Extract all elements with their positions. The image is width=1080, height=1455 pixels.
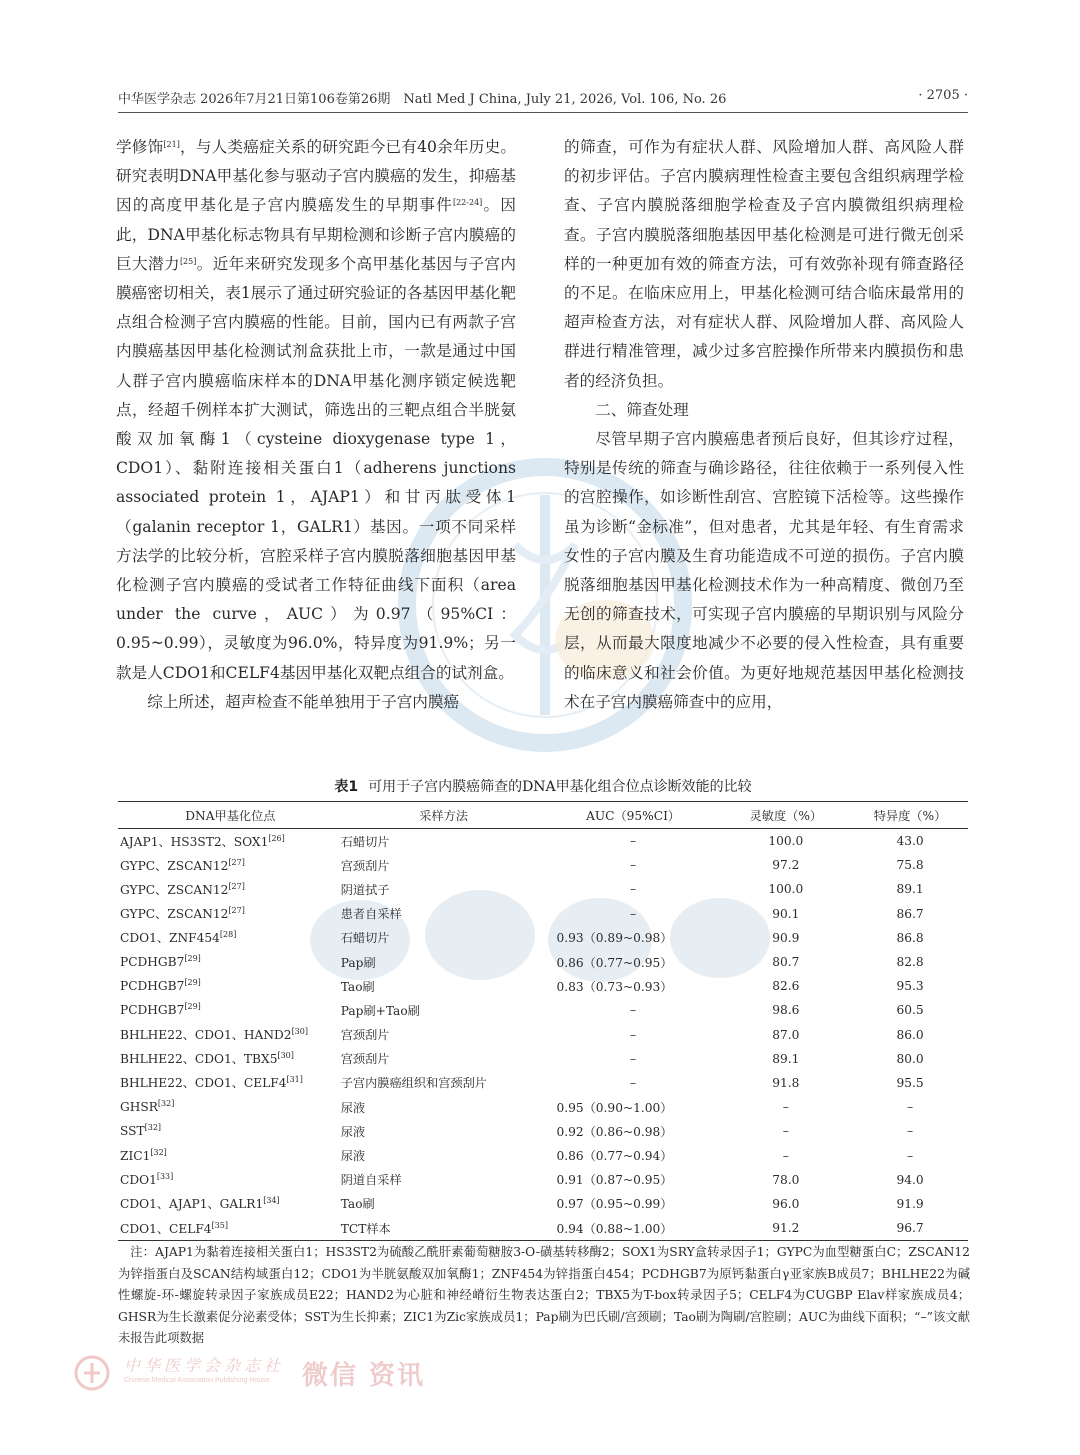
cell-sensitivity: 96.0: [772, 1196, 800, 1211]
table-row: [118, 1216, 968, 1241]
cell-sensitivity: 97.2: [772, 858, 800, 873]
site-text: BHLHE22、CDO1、TBX5: [120, 1052, 278, 1067]
table-row: [118, 1047, 968, 1071]
cell-method: 阴道拭子: [340, 882, 390, 897]
table-row: [118, 998, 968, 1022]
column-header: AUC（95%CI）: [546, 802, 719, 829]
cell-specificity: 91.9: [896, 1196, 924, 1211]
citation-ref[interactable]: [31]: [286, 1075, 303, 1085]
cell-auc: –: [630, 1003, 637, 1018]
cell-site: [118, 1071, 341, 1095]
cell-specificity: 86.0: [896, 1027, 924, 1042]
table-row: [118, 1023, 968, 1047]
publisher-name-cn: 中华医学会杂志社: [124, 1356, 285, 1375]
cell-sensitivity: 80.7: [772, 955, 800, 970]
citation-ref[interactable]: [30]: [277, 1051, 294, 1061]
cell-sensitivity: 90.9: [772, 930, 800, 945]
cell-method: Tao刷: [340, 1197, 375, 1212]
header-rule: [118, 112, 968, 113]
site-text: GYPC、ZSCAN12: [120, 882, 229, 897]
site-text: PCDHGB7: [120, 979, 185, 994]
cell-method: 阴道自采样: [340, 1173, 402, 1188]
note-text: 注：AJAP1为黏着连接相关蛋白1；HS3ST2为硫酸乙酰肝素葡萄糖胺3-O-磺基转移酶2；SOX1为SRY盒转录因子1；GYPC为血型糖蛋白C；ZSCAN12为锌指蛋白及SCAN结构域蛋白12；CDO1为半胱氨酸双加氧酶1；ZNF454为锌指蛋白454；PCDHGB7为原钙黏蛋白γ亚家族B成员7；BHLHE22为碱性螺旋-环-螺旋转录因子家族成员E22；HAND2为心脏和神经嵴衍生物表达蛋白2；TBX5为T-box转录因子5；CELF4为CUGBP Elav样家族成员4；GHSR为生长激素促分泌素受体；SST为生长抑素；ZIC1为Zic家族成员1；Pap刷为巴氏刷/宫颈刷；Tao刷为陶刷/宫腔刷；AUC为曲线下面积；“–”该文献未报告此项数据: [118, 1245, 970, 1345]
table-row: [118, 1192, 968, 1216]
cell-method: 尿液: [340, 1124, 366, 1139]
citation-ref[interactable]: [30]: [291, 1027, 308, 1037]
cell-method: Pap刷+Tao刷: [340, 1003, 420, 1018]
table-caption: [118, 776, 968, 796]
table-row: [118, 1143, 968, 1167]
publisher-logo-icon: [72, 1353, 118, 1393]
comparison-table: [118, 801, 968, 1241]
cell-auc: 0.86（0.77~0.95）: [556, 955, 673, 970]
cell-site: [118, 998, 341, 1022]
cell-site: [118, 1119, 341, 1143]
citation-ref[interactable]: [27]: [228, 881, 245, 891]
cell-sensitivity: –: [782, 1100, 789, 1115]
site-text: AJAP1、HS3ST2、SOX1: [120, 834, 269, 849]
cell-specificity: 89.1: [896, 882, 924, 897]
cell-site: [118, 853, 341, 877]
cell-specificity: –: [906, 1100, 914, 1115]
cell-site: [118, 1168, 341, 1192]
cell-specificity: –: [906, 1124, 914, 1139]
paragraph: 尽管早期子宫内膜癌患者预后良好，但其诊疗过程，特别是传统的筛查与确诊路径，往往依赖于一系列侵入性的宫腔操作，如诊断性刮宫、宫腔镜下活检等。这些操作虽为诊断“金标准”，但对患者，尤其是年轻、有生育需求女性的子宫内膜及生育功能造成不可逆的损伤。子宫内膜脱落细胞基因甲基化检测技术作为一种高精度、微创乃至无创的筛查技术，可实现子宫内膜癌的早期识别与风险分层，从而最大限度地减少不必要的侵入性检查，具有重要的临床意义和社会价值。为更好地规范基因甲基化检测技术在子宫内膜癌筛查中的应用，: [564, 430, 964, 711]
cell-sensitivity: 90.1: [772, 906, 800, 921]
cell-specificity: 94.0: [896, 1172, 924, 1187]
site-text: PCDHGB7: [120, 1003, 185, 1018]
column-header: 特异度（%）: [852, 802, 968, 829]
cell-sensitivity: 87.0: [772, 1027, 800, 1042]
table-header-row: [118, 802, 968, 829]
cell-auc: 0.97（0.95~0.99）: [556, 1197, 673, 1212]
cell-site: [118, 974, 341, 998]
publisher-name-en: Chinese Medical Association Publishing House: [124, 1377, 270, 1384]
cell-method: 宫颈刮片: [340, 858, 390, 873]
citation-ref[interactable]: [29]: [184, 978, 201, 988]
citation-ref[interactable]: [28]: [219, 930, 237, 940]
section-heading: 二、筛查处理: [595, 400, 689, 419]
cell-specificity: 43.0: [896, 834, 924, 849]
cell-site: [118, 877, 341, 901]
cell-auc: –: [630, 1027, 637, 1042]
cell-auc: –: [630, 1051, 637, 1066]
cell-method: 尿液: [340, 1149, 366, 1164]
cell-sensitivity: 82.6: [772, 979, 800, 994]
paragraph: 综上所述，超声检查不能单独用于子宫内膜癌: [147, 692, 460, 711]
cell-auc: –: [630, 1075, 637, 1090]
cell-specificity: 95.5: [896, 1075, 924, 1090]
site-text: CDO1: [120, 1172, 157, 1187]
cell-site: [118, 950, 341, 974]
cell-specificity: 75.8: [896, 858, 924, 873]
table-row: [118, 950, 968, 974]
table-row: [118, 853, 968, 877]
citation-ref[interactable]: [32]: [157, 1099, 175, 1109]
cell-auc: 0.83（0.73~0.93）: [556, 979, 673, 994]
citation-ref[interactable]: [32]: [150, 1147, 167, 1157]
table-row: [118, 1095, 968, 1119]
publisher-watermark: [72, 1353, 492, 1393]
cell-specificity: 96.7: [852, 1216, 968, 1241]
journal-citation: 中华医学杂志 2026年7月21日第106卷第26期 Natl Med J China, July 21, 2026, Vol. 106, No. 26: [118, 92, 727, 107]
cell-method: Tao刷: [340, 979, 375, 994]
cell-sensitivity: 100.0: [768, 834, 804, 849]
cell-site: [118, 1216, 341, 1241]
table-row: [118, 1071, 968, 1095]
citation-ref[interactable]: [33]: [156, 1171, 174, 1181]
cell-auc: 0.92（0.86~0.98）: [556, 1124, 673, 1139]
site-text: GYPC、ZSCAN12: [120, 858, 229, 873]
site-text: CDO1、ZNF454: [120, 931, 220, 946]
table-row: [118, 926, 968, 950]
citation-ref[interactable]: [27]: [228, 857, 245, 867]
cell-method: Pap刷: [340, 955, 376, 970]
cell-sensitivity: –: [782, 1124, 789, 1139]
body-column-right: [564, 133, 964, 717]
site-text: PCDHGB7: [120, 955, 185, 970]
cell-site: [118, 902, 341, 926]
column-header: 采样方法: [341, 802, 547, 829]
cell-site: [118, 1023, 341, 1047]
citation-ref[interactable]: [22-24]: [452, 198, 483, 208]
cell-specificity: 86.8: [896, 930, 924, 945]
citation-ref[interactable]: [26]: [268, 833, 285, 843]
cell-method: TCT样本: [341, 1216, 547, 1241]
cell-site: [118, 1095, 341, 1119]
cell-auc: –: [630, 858, 637, 873]
cell-sensitivity: 98.6: [772, 1003, 800, 1018]
cell-method: 尿液: [340, 1100, 366, 1115]
cell-auc: 0.95（0.90~1.00）: [556, 1100, 673, 1115]
cell-specificity: 95.3: [896, 979, 924, 994]
cell-auc: –: [630, 882, 637, 897]
site-text: BHLHE22、CDO1、CELF4: [120, 1076, 287, 1091]
site-text: SST: [120, 1124, 145, 1139]
column-header: 灵敏度（%）: [720, 802, 852, 829]
cell-method: 患者自采样: [340, 907, 402, 922]
cell-site: [118, 829, 341, 854]
column-header: DNA甲基化位点: [118, 802, 341, 829]
brand-text: 微信 资讯: [302, 1361, 426, 1391]
page-number: · 2705 ·: [918, 88, 968, 103]
citation-ref[interactable]: [27]: [228, 906, 245, 916]
cell-sensitivity: 78.0: [772, 1172, 800, 1187]
citation-ref[interactable]: [25]: [179, 256, 197, 266]
table-row: [118, 1119, 968, 1143]
paragraph: 的筛查，可作为有症状人群、风险增加人群、高风险人群的初步评估。子宫内膜病理性检查主要包含组织病理学检查、子宫内膜脱落细胞学检查及子宫内膜微组织病理检查。子宫内膜脱落细胞基因甲基化检测是可进行微无创采样的一种更加有效的筛查方法，可有效弥补现有筛查路径的不足。在临床应用上，甲基化检测可结合临床最常用的超声检查方法，对有症状人群、风险增加人群、高风险人群进行精准管理，减少过多宫腔操作所带来内膜损伤和患者的经济负担。: [564, 138, 964, 390]
site-text: GYPC、ZSCAN12: [120, 907, 229, 922]
cell-auc: 0.94（0.88~1.00）: [546, 1216, 719, 1241]
citation-ref[interactable]: [21]: [163, 140, 180, 149]
cell-specificity: 80.0: [896, 1051, 924, 1066]
site-text: CDO1、AJAP1、GALR1: [120, 1197, 264, 1212]
cell-site: [118, 1047, 341, 1071]
cell-method: 宫颈刮片: [340, 1028, 390, 1043]
cell-specificity: 60.5: [896, 1003, 924, 1018]
cell-sensitivity: 100.0: [768, 882, 804, 897]
site-text: CDO1、CELF4: [120, 1221, 212, 1236]
cell-sensitivity: –: [782, 1148, 789, 1163]
site-text: ZIC1: [120, 1148, 151, 1163]
body-column-left: [116, 133, 516, 717]
table-label: 表1: [334, 779, 359, 795]
citation-ref[interactable]: [29]: [184, 1002, 201, 1012]
cell-auc: –: [630, 834, 637, 849]
table-row: [118, 1168, 968, 1192]
cell-method: 宫颈刮片: [340, 1052, 390, 1067]
table-row: [118, 829, 968, 854]
cell-site: [118, 1143, 341, 1167]
site-text: BHLHE22、CDO1、HAND2: [120, 1028, 292, 1043]
cell-auc: 0.93（0.89~0.98）: [556, 931, 673, 946]
table-note: [118, 1242, 970, 1350]
table-row: [118, 902, 968, 926]
cell-specificity: –: [906, 1148, 914, 1163]
cell-auc: 0.86（0.77~0.94）: [556, 1149, 673, 1164]
cell-sensitivity: 91.2: [720, 1216, 852, 1241]
cell-sensitivity: 91.8: [772, 1075, 800, 1090]
cell-auc: –: [630, 906, 637, 921]
cell-site: [118, 926, 341, 950]
table-title: 可用于子宫内膜癌筛查的DNA甲基化组合位点诊断效能的比较: [368, 779, 752, 795]
citation-ref[interactable]: [32]: [144, 1123, 162, 1133]
cell-method: 石蜡切片: [340, 834, 390, 849]
running-header: [118, 88, 968, 110]
table-row: [118, 974, 968, 998]
site-text: GHSR: [120, 1100, 158, 1115]
citation-ref[interactable]: [34]: [263, 1196, 280, 1206]
cell-specificity: 86.7: [896, 906, 924, 921]
cell-auc: 0.91（0.87~0.95）: [556, 1173, 673, 1188]
cell-sensitivity: 89.1: [772, 1051, 800, 1066]
cell-site: [118, 1192, 341, 1216]
citation-ref[interactable]: [35]: [211, 1220, 228, 1230]
cell-specificity: 82.8: [896, 955, 924, 970]
cell-method: 石蜡切片: [340, 931, 390, 946]
cell-method: 子宫内膜癌组织和宫颈刮片: [340, 1076, 487, 1091]
paragraph: 学修饰[21]，与人类癌症关系的研究距今已有40余年历史。研究表明DNA甲基化参与驱动子宫内膜癌的发生，抑癌基因的高度甲基化是子宫内膜癌发生的早期事件[22-24]。因此，DNA甲基化标志物具有早期检测和诊断子宫内膜癌的巨大潜力[25]。近年来研究发现多个高甲基化基因与子宫内膜癌密切相关，表1展示了通过研究验证的各基因甲基化靶点组合检测子宫内膜癌的性能。目前，国内已有两款子宫内膜癌基因甲基化检测试剂盒获批上市，一款是通过中国人群子宫内膜癌临床样本的DNA甲基化测序锁定候选靶点，经超千例样本扩大测试，筛选出的三靶点组合半胱氨酸双加氧酶1（cysteine dioxygenase type 1，CDO1）、黏附连接相关蛋白1（adherens junctions associated protein 1，AJAP1）和甘丙肽受体1（galanin receptor 1，GALR1）基因。一项不同采样方法学的比较分析，宫腔采样子宫内膜脱落细胞基因甲基化检测子宫内膜癌的受试者工作特征曲线下面积（area under the curve，AUC）为0.97（95%CI：0.95~0.99），灵敏度为96.0%，特异度为91.9%；另一款是人CDO1和CELF4基因甲基化双靶点组合的试剂盒。: [116, 138, 516, 682]
table-row: [118, 877, 968, 901]
citation-ref[interactable]: [29]: [184, 954, 201, 964]
